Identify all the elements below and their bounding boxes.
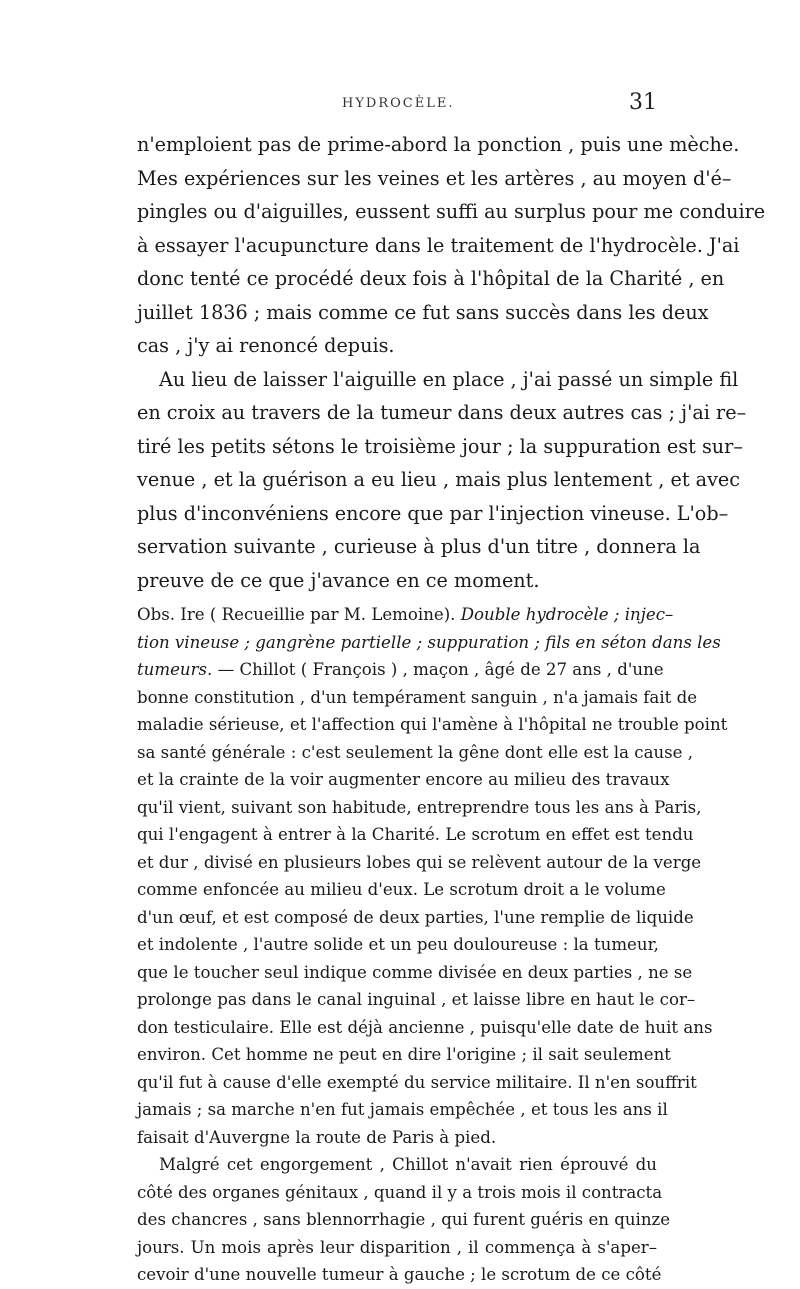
- observation-source: ( Recueillie par M. Lemoine).: [204, 605, 456, 624]
- observation-block: [137, 601, 728, 1289]
- text-line: prolonge pas dans le canal inguinal , et laisse libre en haut le cor–: [137, 990, 696, 1009]
- text-line: environ. Cet homme ne peut en dire l'origine ; il sait seulement: [137, 1045, 671, 1064]
- observation-heading-line: [137, 601, 674, 629]
- text-line: d'un œuf, et est composé de deux parties, l'une remplie de liquide: [137, 907, 694, 927]
- text-line: jours. Un mois après leur disparition , il commença à s'aper–: [137, 1237, 657, 1257]
- paragraph-2: [137, 363, 747, 598]
- text-line: cas , j'y ai renoncé depuis.: [137, 334, 395, 357]
- text-line: et dur , divisé en plusieurs lobes qui se relèvent autour de la verge: [137, 852, 702, 872]
- text-line: Au lieu de laisser l'aiguille en place , j'ai passé un simple fil: [159, 367, 739, 391]
- text-line: et indolente , l'autre solide et un peu douloureuse : la tumeur,: [137, 935, 659, 954]
- text-line: en croix au travers de la tumeur dans deux autres cas ; j'ai re–: [137, 401, 747, 424]
- text-line: bonne constitution , d'un tempérament sanguin , n'a jamais fait de: [137, 687, 698, 707]
- text-line: qu'il fut à cause d'elle exempté du service militaire. Il n'en souffrit: [137, 1072, 697, 1092]
- text-line: jamais ; sa marche n'en fut jamais empêchée , et tous les ans il: [137, 1100, 668, 1119]
- running-head-title: HYDROCÈLE.: [342, 96, 455, 111]
- text-line: plus d'inconvéniens encore que par l'injection vineuse. L'ob–: [137, 501, 729, 525]
- observation-text: — Chillot ( François ) , maçon , âgé de 27 ans , d'une: [212, 660, 664, 679]
- text-line: preuve de ce que j'avance en ce moment.: [137, 568, 540, 592]
- page-number: 31: [629, 90, 657, 115]
- text-line: qu'il vient, suivant son habitude, entreprendre tous les ans à Paris,: [137, 797, 702, 817]
- text-line: venue , et la guérison a eu lieu , mais plus lentement , et avec: [137, 468, 741, 491]
- text-line: et la crainte de la voir augmenter encore au milieu des travaux: [137, 770, 670, 789]
- text-line: côté des organes génitaux , quand il y a trois mois il contracta: [137, 1182, 663, 1202]
- observation-title-line: tion vineuse ; gangrène partielle ; suppuration ; fils en séton dans les: [137, 632, 721, 652]
- running-head: [137, 90, 657, 120]
- observation-title-end: tumeurs.: [137, 660, 213, 679]
- text-line: sa santé générale : c'est seulement la gêne dont elle est la cause ,: [137, 742, 694, 762]
- text-line: [137, 656, 664, 684]
- text-line: cevoir d'une nouvelle tumeur à gauche ; le scrotum de ce côté: [137, 1265, 662, 1284]
- text-line: tiré les petits sétons le troisième jour ; la suppuration est sur–: [137, 434, 743, 458]
- text-line: que le toucher seul indique comme divisée en deux parties , ne se: [137, 962, 693, 982]
- text-line: comme enfoncée au milieu d'eux. Le scrotum droit a le volume: [137, 880, 666, 899]
- observation-title: Double hydrocèle ; injec–: [455, 605, 674, 624]
- text-line: don testiculaire. Elle est déjà ancienne , puisqu'elle date de huit ans: [137, 1017, 713, 1037]
- text-line: juillet 1836 ; mais comme ce fut sans succès dans les deux: [137, 300, 709, 324]
- text-line: Mes expériences sur les veines et les artères , au moyen d'é–: [137, 166, 732, 190]
- text-line: à essayer l'acupuncture dans le traitement de l'hydrocèle. J'ai: [137, 233, 740, 257]
- paragraph-1: [137, 128, 766, 363]
- text-line: servation suivante , curieuse à plus d'un titre , donnera la: [137, 535, 701, 558]
- text-line: donc tenté ce procédé deux fois à l'hôpital de la Charité , en: [137, 267, 725, 290]
- text-line: des chancres , sans blennorrhagie , qui furent guéris en quinze: [137, 1210, 671, 1229]
- text-line: Malgré cet engorgement , Chillot n'avait rien éprouvé du: [159, 1155, 657, 1174]
- text-line: n'emploient pas de prime-abord la ponction , puis une mèche.: [137, 133, 740, 156]
- observation-label: Obs. Ire: [137, 605, 205, 624]
- text-line: qui l'engagent à entrer à la Charité. Le scrotum en effet est tendu: [137, 825, 694, 844]
- text-line: pingles ou d'aiguilles, eussent suffi au surplus pour me conduire: [137, 200, 766, 223]
- page-text: [137, 128, 766, 1289]
- text-line: maladie sérieuse, et l'affection qui l'amène à l'hôpital ne trouble point: [137, 715, 728, 734]
- text-line: faisait d'Auvergne la route de Paris à pied.: [137, 1127, 497, 1147]
